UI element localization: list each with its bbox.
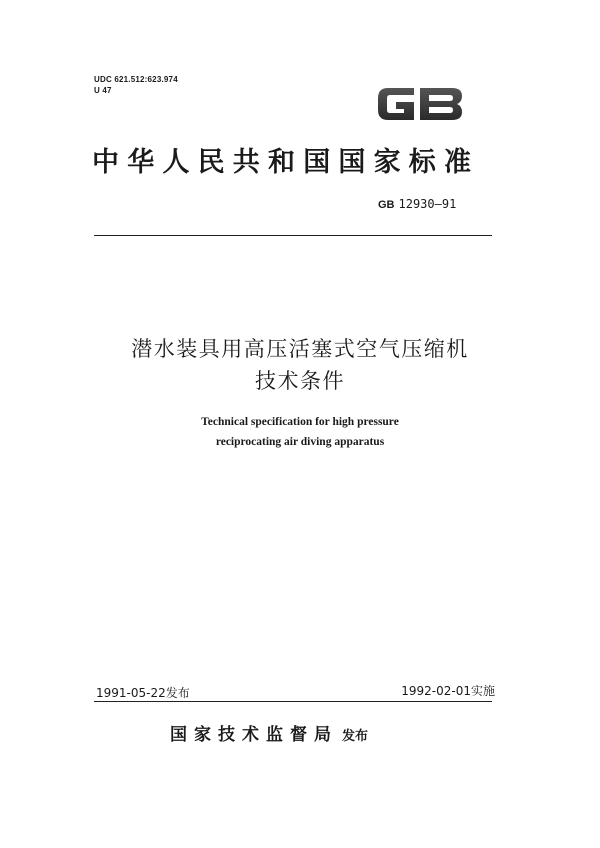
category-code: U 47 — [94, 86, 112, 95]
standard-number — [378, 197, 456, 211]
publisher-org: 国家技术监督局 — [170, 725, 338, 745]
gb-logo — [374, 82, 466, 124]
publisher — [170, 720, 368, 745]
udc-classification — [94, 74, 178, 96]
standard-title: 中华人民共和国国家标准 — [92, 147, 480, 178]
top-divider — [94, 235, 492, 236]
issue-date: 1991-05-22发布 — [96, 686, 190, 700]
standard-number-prefix: GB — [378, 199, 395, 211]
document-title-en-line2: reciprocating air diving apparatus — [215, 436, 385, 448]
effective-date: 1992-02-01实施 — [401, 684, 495, 698]
document-title-cn-line2: 技术条件 — [255, 369, 345, 393]
publisher-action: 发布 — [342, 729, 369, 744]
document-title-en-line1: Technical specification for high pressure — [201, 416, 399, 428]
bottom-divider — [94, 701, 492, 702]
document-title-cn-line1: 潜水装具用高压活塞式空气压缩机 — [131, 337, 469, 361]
document-title-en — [150, 412, 450, 452]
udc-code: UDC 621.512:623.974 — [94, 75, 178, 84]
document-title-cn — [100, 333, 500, 397]
standard-number-value: 12930—91 — [398, 197, 457, 211]
